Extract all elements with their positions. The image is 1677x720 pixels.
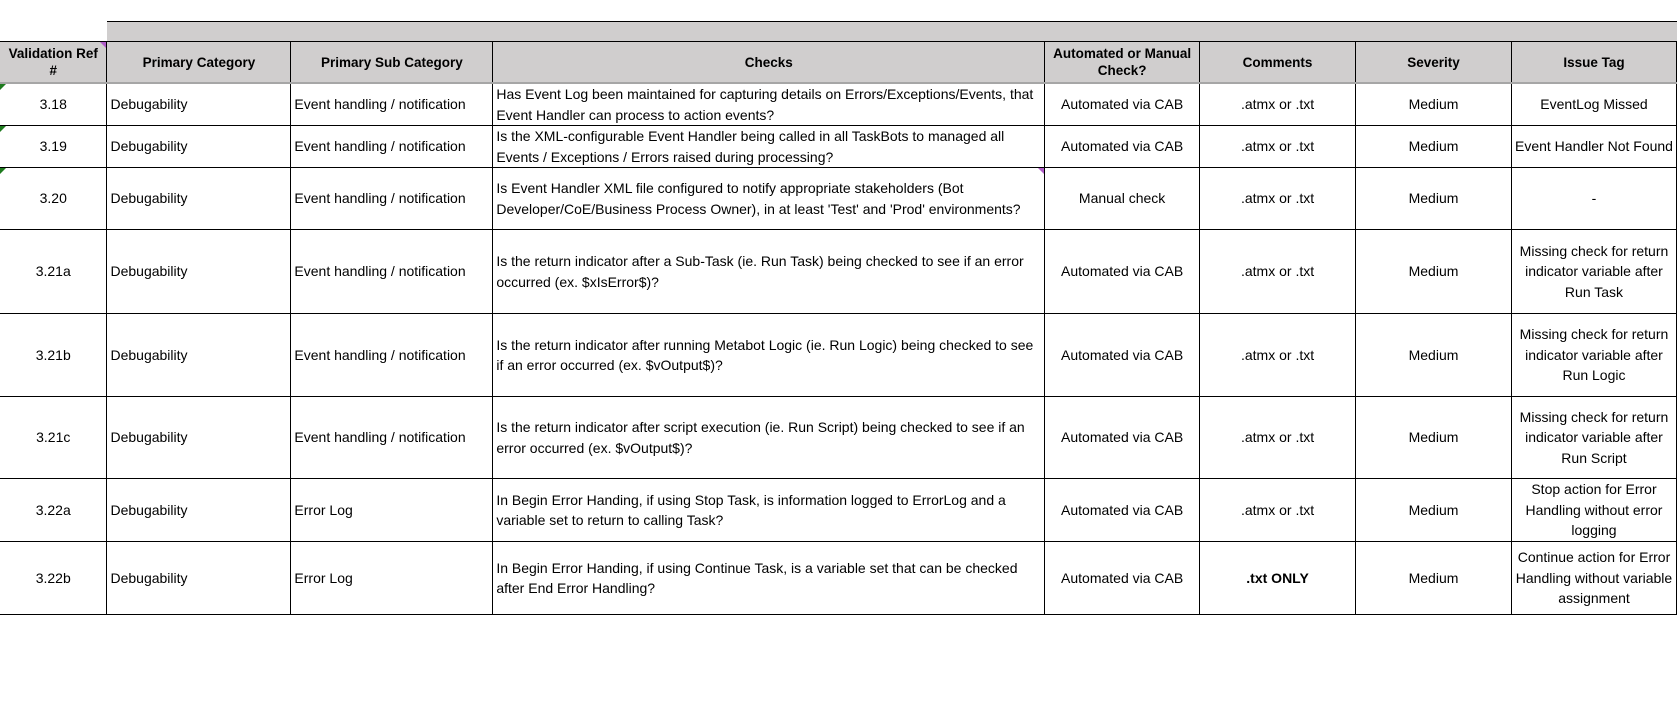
- cell-validation-ref[interactable]: [0, 83, 107, 126]
- note-marker-icon: [0, 168, 6, 174]
- cell-comments-text: .atmx or .txt: [1240, 138, 1315, 155]
- cell-validation-ref-text: 3.18: [39, 96, 67, 113]
- cell-primary-sub-category-text: Error Log: [294, 569, 353, 586]
- cell-check-text: Is the return indicator after script execution (ie. Run Script) being checked to see if an error occurred (ex. $vOutput$)?: [496, 419, 1025, 456]
- cell-check-method-text: Automated via CAB: [1061, 569, 1184, 586]
- cell-issue-tag-text: EventLog Missed: [1540, 96, 1648, 113]
- cell-primary-category-text: Debugability: [110, 190, 188, 207]
- col-header-checks[interactable]: Checks: [493, 42, 1045, 84]
- cell-validation-ref[interactable]: [0, 397, 107, 479]
- cell-check-method[interactable]: [1045, 397, 1200, 479]
- cell-primary-sub-category-text: Event handling / notification: [294, 346, 466, 363]
- cell-check[interactable]: [493, 230, 1045, 314]
- note-marker-icon: [0, 84, 6, 90]
- cell-validation-ref-text: 3.21b: [35, 346, 71, 363]
- cell-issue-tag-text: -: [1591, 190, 1597, 207]
- cell-validation-ref-text: 3.21a: [35, 263, 71, 280]
- cell-primary-category[interactable]: [107, 479, 291, 542]
- table-row: [0, 83, 1677, 126]
- cell-check-method-text: Manual check: [1078, 190, 1166, 207]
- cell-severity-text: Medium: [1408, 263, 1459, 280]
- col-header-issue-tag[interactable]: Issue Tag: [1511, 42, 1676, 84]
- cell-comments[interactable]: [1200, 168, 1356, 230]
- cell-comments[interactable]: [1200, 230, 1356, 314]
- cell-check-method-text: Automated via CAB: [1061, 429, 1184, 446]
- cell-comments[interactable]: [1200, 479, 1356, 542]
- cell-issue-tag[interactable]: [1511, 168, 1676, 230]
- cell-check[interactable]: [493, 168, 1045, 230]
- cell-validation-ref[interactable]: [0, 230, 107, 314]
- cell-check[interactable]: [493, 314, 1045, 397]
- cell-primary-sub-category[interactable]: [291, 168, 493, 230]
- cell-validation-ref-text: 3.19: [39, 138, 67, 155]
- cell-issue-tag-text: Missing check for return indicator variable after Run Task: [1519, 242, 1669, 300]
- cell-check-method-text: Automated via CAB: [1061, 263, 1184, 280]
- cell-check-method[interactable]: [1045, 168, 1200, 230]
- cell-primary-category-text: Debugability: [110, 346, 188, 363]
- cell-issue-tag-text: Event Handler Not Found: [1514, 138, 1673, 155]
- cell-check-text: In Begin Error Handing, if using Continue Task, is a variable set that can be checked after End Error Handling?: [496, 559, 1018, 596]
- cell-severity-text: Medium: [1408, 429, 1459, 446]
- cell-primary-sub-category[interactable]: [291, 230, 493, 314]
- cell-comments-text: .txt ONLY: [1246, 569, 1309, 586]
- cell-primary-sub-category-text: Event handling / notification: [294, 190, 466, 207]
- cell-issue-tag[interactable]: [1511, 126, 1676, 168]
- header-row: [0, 42, 1677, 84]
- cell-check[interactable]: [493, 83, 1045, 126]
- cell-severity[interactable]: [1356, 397, 1512, 479]
- cell-primary-category[interactable]: [107, 168, 291, 230]
- table-row: [0, 397, 1677, 479]
- cell-primary-category[interactable]: [107, 397, 291, 479]
- cell-issue-tag[interactable]: [1511, 83, 1676, 126]
- cell-primary-category[interactable]: [107, 83, 291, 126]
- cell-severity[interactable]: [1356, 83, 1512, 126]
- cell-check[interactable]: [493, 126, 1045, 168]
- cell-primary-category-text: Debugability: [110, 96, 188, 113]
- table-row: [0, 542, 1677, 615]
- cell-check[interactable]: [493, 542, 1045, 615]
- cell-issue-tag-text: Missing check for return indicator variable after Run Script: [1519, 408, 1669, 466]
- cell-check-method-text: Automated via CAB: [1061, 138, 1184, 155]
- cell-primary-category-text: Debugability: [110, 138, 188, 155]
- cell-primary-category-text: Debugability: [110, 263, 188, 280]
- cell-severity[interactable]: [1356, 314, 1512, 397]
- cell-primary-sub-category[interactable]: [291, 397, 493, 479]
- validation-table: [0, 41, 1677, 615]
- cell-check-method[interactable]: [1045, 314, 1200, 397]
- cell-primary-category-text: Debugability: [110, 501, 188, 518]
- cell-comments-text: .atmx or .txt: [1240, 501, 1315, 518]
- cell-check-method[interactable]: [1045, 126, 1200, 168]
- col-header-automated-or-manual[interactable]: Automated or Manual Check?: [1045, 42, 1200, 84]
- cell-primary-sub-category[interactable]: [291, 542, 493, 615]
- cell-comments[interactable]: [1200, 126, 1356, 168]
- cell-primary-sub-category[interactable]: [291, 314, 493, 397]
- cell-primary-sub-category[interactable]: [291, 83, 493, 126]
- cell-validation-ref[interactable]: [0, 542, 107, 615]
- cell-check-method[interactable]: [1045, 83, 1200, 126]
- col-header-comments[interactable]: Comments: [1200, 42, 1356, 84]
- cell-check-text: Has Event Log been maintained for capturing details on Errors/Exceptions/Events, that Event Handler can process to action events?: [496, 86, 1034, 123]
- comment-marker-icon[interactable]: [1038, 168, 1044, 174]
- cell-severity[interactable]: [1356, 542, 1512, 615]
- cell-primary-category[interactable]: [107, 314, 291, 397]
- cell-check-method-text: Automated via CAB: [1061, 346, 1184, 363]
- cell-severity-text: Medium: [1408, 138, 1459, 155]
- cell-validation-ref-text: 3.22a: [35, 501, 71, 518]
- cell-issue-tag[interactable]: [1511, 230, 1676, 314]
- cell-comments[interactable]: [1200, 83, 1356, 126]
- cell-primary-sub-category[interactable]: [291, 126, 493, 168]
- cell-comments[interactable]: [1200, 314, 1356, 397]
- cell-severity-text: Medium: [1408, 501, 1459, 518]
- cell-primary-category[interactable]: [107, 126, 291, 168]
- cell-validation-ref[interactable]: [0, 479, 107, 542]
- cell-check-text: Is the XML-configurable Event Handler being called in all TaskBots to managed all Events / Exceptions / Errors raised during processing?: [496, 128, 1005, 165]
- cell-comments-text: .atmx or .txt: [1240, 429, 1315, 446]
- cell-validation-ref[interactable]: [0, 126, 107, 168]
- cell-primary-sub-category[interactable]: [291, 479, 493, 542]
- cell-issue-tag-text: Continue action for Error Handling without variable assignment: [1515, 549, 1673, 607]
- cell-issue-tag[interactable]: [1511, 479, 1676, 542]
- col-header-primary-sub-category[interactable]: Primary Sub Category: [291, 42, 493, 84]
- cell-check-text: In Begin Error Handing, if using Stop Task, is information logged to ErrorLog and a variable set to return to calling Task?: [496, 491, 1006, 528]
- cell-issue-tag-text: Missing check for return indicator variable after Run Logic: [1519, 326, 1669, 384]
- cell-primary-category-text: Debugability: [110, 569, 188, 586]
- cell-issue-tag[interactable]: [1511, 542, 1676, 615]
- table-row: [0, 479, 1677, 542]
- table-row: [0, 168, 1677, 230]
- cell-check-method-text: Automated via CAB: [1061, 96, 1184, 113]
- cell-severity-text: Medium: [1408, 96, 1459, 113]
- header-band: [107, 21, 1677, 41]
- cell-comments-text: .atmx or .txt: [1240, 96, 1315, 113]
- cell-primary-sub-category-text: Event handling / notification: [294, 429, 466, 446]
- cell-check-method[interactable]: [1045, 479, 1200, 542]
- col-header-severity[interactable]: Severity: [1356, 42, 1512, 84]
- cell-check[interactable]: [493, 397, 1045, 479]
- cell-severity-text: Medium: [1408, 346, 1459, 363]
- cell-severity-text: Medium: [1408, 569, 1459, 586]
- cell-check-text: Is the return indicator after running Metabot Logic (ie. Run Logic) being checked to see if an error occurred (ex. $vOutput$)?: [496, 336, 1034, 373]
- cell-severity[interactable]: [1356, 479, 1512, 542]
- cell-check-text: Is the return indicator after a Sub-Task (ie. Run Task) being checked to see if an error occurred (ex. $xIsError$)?: [496, 253, 1024, 290]
- cell-primary-sub-category-text: Event handling / notification: [294, 96, 466, 113]
- table-row: [0, 126, 1677, 168]
- cell-check[interactable]: [493, 479, 1045, 542]
- cell-comments-text: .atmx or .txt: [1240, 263, 1315, 280]
- note-marker-icon: [0, 126, 6, 132]
- cell-validation-ref-text: 3.21c: [36, 429, 71, 446]
- cell-severity[interactable]: [1356, 168, 1512, 230]
- cell-issue-tag-text: Stop action for Error Handling without error logging: [1525, 481, 1663, 539]
- cell-primary-sub-category-text: Error Log: [294, 501, 353, 518]
- cell-severity[interactable]: [1356, 230, 1512, 314]
- cell-primary-sub-category-text: Event handling / notification: [294, 138, 466, 155]
- comment-marker-icon[interactable]: [100, 42, 106, 48]
- col-header-validation-ref[interactable]: Validation Ref #: [0, 42, 107, 84]
- cell-comments-text: .atmx or .txt: [1240, 346, 1315, 363]
- cell-comments[interactable]: [1200, 397, 1356, 479]
- cell-comments[interactable]: [1200, 542, 1356, 615]
- cell-primary-category-text: Debugability: [110, 429, 188, 446]
- cell-primary-sub-category-text: Event handling / notification: [294, 263, 466, 280]
- cell-primary-category[interactable]: [107, 542, 291, 615]
- table-row: [0, 314, 1677, 397]
- col-header-primary-category[interactable]: Primary Category: [107, 42, 291, 84]
- cell-check-method[interactable]: [1045, 542, 1200, 615]
- cell-issue-tag[interactable]: [1511, 397, 1676, 479]
- cell-primary-category[interactable]: [107, 230, 291, 314]
- cell-check-text: Is Event Handler XML file configured to notify appropriate stakeholders (Bot Developer/CoE/Business Process Owner), in at least 'Test' and 'Prod' environments?: [496, 180, 1021, 217]
- cell-validation-ref[interactable]: [0, 168, 107, 230]
- cell-check-method[interactable]: [1045, 230, 1200, 314]
- cell-severity-text: Medium: [1408, 190, 1459, 207]
- cell-comments-text: .atmx or .txt: [1240, 190, 1315, 207]
- cell-issue-tag[interactable]: [1511, 314, 1676, 397]
- cell-validation-ref-text: 3.20: [39, 190, 67, 207]
- cell-check-method-text: Automated via CAB: [1061, 501, 1184, 518]
- cell-validation-ref-text: 3.22b: [35, 569, 71, 586]
- table-row: [0, 230, 1677, 314]
- cell-validation-ref[interactable]: [0, 314, 107, 397]
- cell-severity[interactable]: [1356, 126, 1512, 168]
